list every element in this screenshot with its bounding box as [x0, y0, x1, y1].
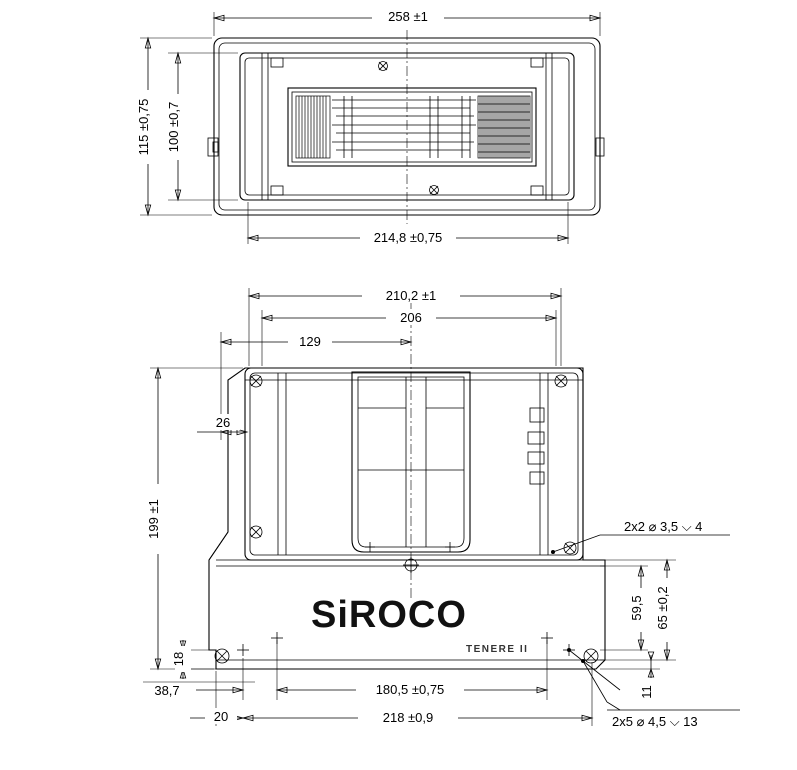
top-view-blade-slots — [332, 96, 476, 158]
dim-label-20: 20 — [213, 709, 229, 724]
top-view-hatch-left — [296, 96, 330, 158]
top-view-group — [136, 8, 604, 245]
dim-label-26: 26 — [215, 415, 231, 430]
hole-cross — [365, 542, 375, 552]
dim-label-180: 180,5 ±0,75 — [375, 682, 445, 697]
front-view-connector-4 — [530, 472, 544, 484]
note-label-hole-top: 2x2 ⌀ 3,5 ⌵ 4 — [624, 519, 703, 534]
dim-front-width-210 — [249, 287, 561, 366]
front-view-group — [143, 287, 740, 729]
hole-cross — [237, 644, 249, 656]
dim-label-199: 199 ±1 — [146, 499, 161, 539]
front-view-connector-1 — [530, 408, 544, 422]
dim-label-129: 129 — [299, 334, 321, 349]
dim-front-width-129 — [221, 332, 411, 440]
dim-label-65: 65 ±0,2 — [655, 586, 670, 630]
dim-label-18: 18 — [171, 651, 186, 667]
dim-label-115: 115 ±0,75 — [136, 98, 151, 156]
dim-label-210: 210,2 ±1 — [385, 288, 437, 303]
dim-front-offset-26 — [197, 414, 247, 435]
dim-label-38: 38,7 — [154, 683, 180, 698]
brand-subtitle: TENERE II — [466, 644, 529, 655]
dim-top-height-100 — [166, 53, 238, 200]
front-view-connector-2 — [528, 432, 544, 444]
top-view-hatch-right — [478, 96, 530, 158]
dim-label-59: 59,5 — [629, 595, 644, 621]
dim-label-258: 258 ±1 — [388, 9, 428, 24]
dim-front-offset-20 — [190, 671, 243, 726]
dim-top-width-214 — [248, 202, 568, 245]
hole-cross — [445, 542, 455, 552]
dim-label-11: 11 — [639, 685, 654, 699]
dim-front-offset-38 — [143, 658, 255, 700]
dim-label-206: 206 — [400, 310, 422, 325]
front-view-connector-3 — [528, 452, 544, 464]
dim-label-218: 218 ±0,9 — [382, 710, 434, 725]
top-view-tab-br — [531, 186, 543, 195]
dim-front-height-59 — [600, 566, 649, 650]
front-view-bevel-left — [209, 532, 228, 560]
brand-logo: SiROCO — [311, 594, 467, 636]
top-view-tab-tr — [531, 58, 543, 67]
top-view-tab-bl — [271, 186, 283, 195]
note-label-hole-bottom: 2x5 ⌀ 4,5 ⌵ 13 — [612, 714, 698, 729]
top-view-screws — [379, 62, 439, 195]
top-view-tab-tl — [271, 58, 283, 67]
dim-label-100: 100 ±0,7 — [166, 101, 181, 153]
dim-label-214: 214,8 ±0,75 — [373, 230, 443, 245]
